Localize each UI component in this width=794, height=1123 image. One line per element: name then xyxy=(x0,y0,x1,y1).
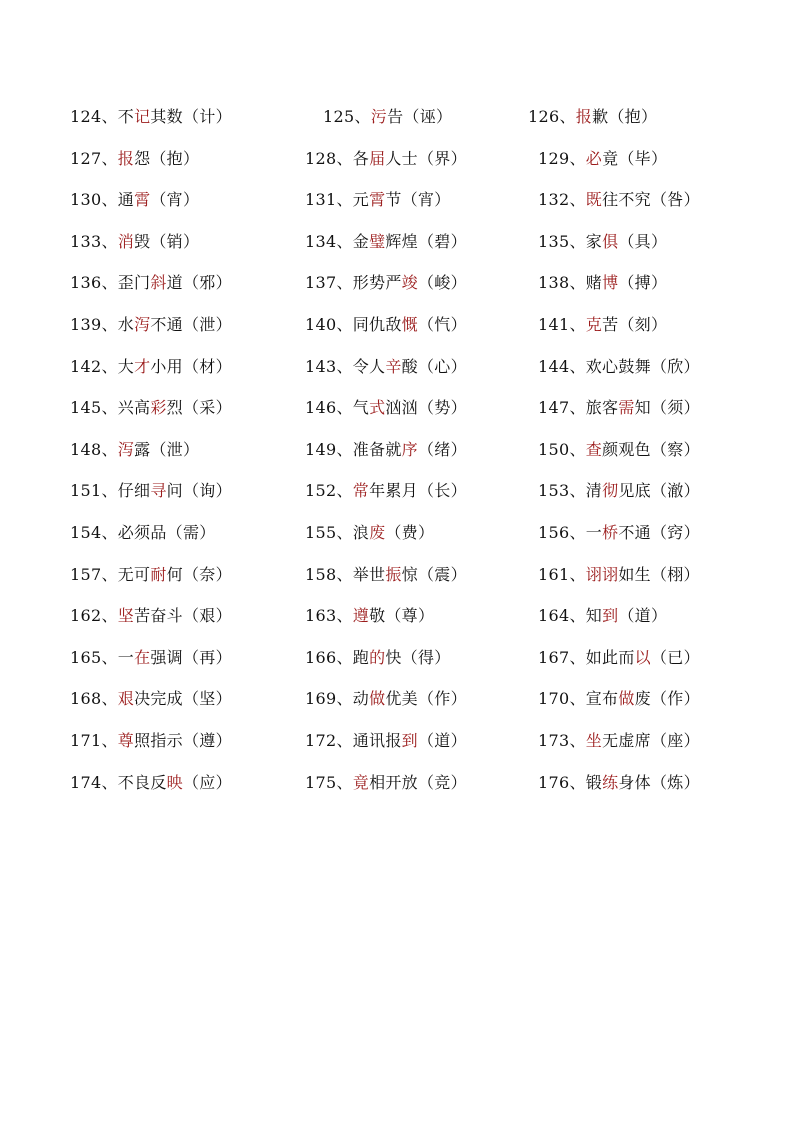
entry-row xyxy=(0,227,794,257)
correction-entry xyxy=(70,102,232,132)
entry-number: 143、 xyxy=(305,357,353,376)
correction-entry xyxy=(538,352,700,382)
entry-row xyxy=(0,310,794,340)
entry-number: 140、 xyxy=(305,315,353,334)
entry-number: 157、 xyxy=(70,565,118,584)
entry-number: 129、 xyxy=(538,149,586,168)
correction-entry xyxy=(528,102,657,132)
entry-number: 151、 xyxy=(70,481,118,500)
entry-text: （忾） xyxy=(417,315,467,334)
correction-entry xyxy=(538,601,667,631)
entry-text: 歪门 xyxy=(117,273,151,292)
entry-text: 惊（震） xyxy=(401,565,467,584)
entry-number: 153、 xyxy=(538,481,586,500)
entry-row xyxy=(0,601,794,631)
wrong-character: 博 xyxy=(602,273,619,292)
entry-text: （应） xyxy=(182,773,232,792)
correction-entry xyxy=(538,310,667,340)
entry-text: 跑 xyxy=(352,648,370,667)
wrong-character: 诩诩 xyxy=(585,565,619,584)
entry-text: （道） xyxy=(417,731,467,750)
entry-text: 通 xyxy=(117,190,135,209)
correction-entry xyxy=(70,185,199,215)
wrong-character: 振 xyxy=(385,565,402,584)
wrong-character: 坐 xyxy=(585,731,603,750)
correction-entry xyxy=(305,726,467,756)
wrong-character: 练 xyxy=(602,773,619,792)
entry-text: 节（宵） xyxy=(385,190,451,209)
entry-text: 其数（计） xyxy=(150,107,232,126)
wrong-character: 彩 xyxy=(150,398,167,417)
entry-text: 形势严 xyxy=(352,273,402,292)
correction-entry xyxy=(305,393,467,423)
correction-entry xyxy=(305,518,434,548)
entry-number: 125、 xyxy=(323,107,371,126)
entry-text: 辉煌（碧） xyxy=(385,232,467,251)
entry-text: （峻） xyxy=(417,273,467,292)
wrong-character: 尊 xyxy=(117,731,135,750)
entry-number: 127、 xyxy=(70,149,118,168)
correction-entry xyxy=(70,643,232,673)
entry-text: 如生（栩） xyxy=(618,565,700,584)
entry-text: 金 xyxy=(352,232,370,251)
wrong-character: 做 xyxy=(369,689,386,708)
entry-text: 相开放（竞） xyxy=(369,773,467,792)
correction-entry xyxy=(305,185,451,215)
entry-number: 144、 xyxy=(538,357,586,376)
entry-text: 不通（窍） xyxy=(618,523,700,542)
correction-entry xyxy=(70,310,232,340)
wrong-character: 序 xyxy=(401,440,418,459)
entry-row xyxy=(0,185,794,215)
correction-entry xyxy=(305,643,451,673)
entry-row xyxy=(0,518,794,548)
entry-text: 锻 xyxy=(585,773,603,792)
correction-entry xyxy=(305,768,467,798)
correction-entry xyxy=(70,726,232,756)
entry-number: 128、 xyxy=(305,149,353,168)
wrong-character: 克 xyxy=(585,315,603,334)
correction-entry xyxy=(70,268,232,298)
correction-entry xyxy=(70,560,232,590)
correction-entry xyxy=(70,684,232,714)
correction-entry xyxy=(538,268,667,298)
wrong-character: 霄 xyxy=(369,190,386,209)
entry-text: 不 xyxy=(117,107,135,126)
entry-number: 148、 xyxy=(70,440,118,459)
entry-number: 136、 xyxy=(70,273,118,292)
entry-number: 155、 xyxy=(305,523,353,542)
entry-text: 道（邪） xyxy=(166,273,232,292)
wrong-character: 慨 xyxy=(401,315,418,334)
correction-entry xyxy=(538,560,700,590)
entry-number: 169、 xyxy=(305,689,353,708)
entry-text: 告（诬） xyxy=(387,107,453,126)
entry-number: 133、 xyxy=(70,232,118,251)
entry-row xyxy=(0,352,794,382)
entry-number: 166、 xyxy=(305,648,353,667)
wrong-character: 才 xyxy=(134,357,151,376)
wrong-character: 消 xyxy=(117,232,135,251)
entry-number: 173、 xyxy=(538,731,586,750)
entry-text: 人士（界） xyxy=(385,149,467,168)
entry-text: 小用（材） xyxy=(150,357,232,376)
correction-entry xyxy=(305,310,467,340)
entry-row xyxy=(0,643,794,673)
correction-entry xyxy=(323,102,452,132)
entry-text: 兴高 xyxy=(117,398,151,417)
wrong-character: 报 xyxy=(575,107,593,126)
entry-text: 露（泄） xyxy=(134,440,200,459)
entry-number: 154、 xyxy=(70,523,118,542)
entry-text: 往不究（咎） xyxy=(602,190,700,209)
entry-text: 大 xyxy=(117,357,135,376)
correction-entry xyxy=(70,393,232,423)
correction-entry xyxy=(305,476,467,506)
correction-entry xyxy=(538,768,700,798)
correction-entry xyxy=(305,268,467,298)
entry-text: （已） xyxy=(650,648,700,667)
correction-entry xyxy=(305,560,467,590)
entry-text: 欢心鼓舞（欣） xyxy=(585,357,700,376)
entry-text: （搏） xyxy=(618,273,668,292)
entry-number: 156、 xyxy=(538,523,586,542)
wrong-character: 彻 xyxy=(602,481,619,500)
wrong-character: 到 xyxy=(401,731,418,750)
entry-number: 139、 xyxy=(70,315,118,334)
correction-entry xyxy=(538,393,700,423)
entry-text: 不良反 xyxy=(117,773,167,792)
correction-entry xyxy=(538,144,667,174)
wrong-character: 竣 xyxy=(401,273,418,292)
entry-text: 清 xyxy=(585,481,603,500)
entry-text: （费） xyxy=(385,523,435,542)
entry-text: 何（奈） xyxy=(166,565,232,584)
entry-text: 见底（澈） xyxy=(618,481,700,500)
entry-number: 137、 xyxy=(305,273,353,292)
correction-entry xyxy=(538,227,667,257)
entry-text: 准备就 xyxy=(352,440,402,459)
entry-row xyxy=(0,476,794,506)
entry-number: 130、 xyxy=(70,190,118,209)
wrong-character: 霄 xyxy=(134,190,151,209)
entry-text: （具） xyxy=(618,232,668,251)
wrong-character: 竟 xyxy=(352,773,370,792)
wrong-character: 泻 xyxy=(117,440,135,459)
correction-entry xyxy=(305,144,467,174)
wrong-character: 的 xyxy=(369,648,386,667)
wrong-character: 式 xyxy=(369,398,386,417)
wrong-character: 常 xyxy=(352,481,370,500)
correction-entry xyxy=(538,643,700,673)
entry-row xyxy=(0,768,794,798)
correction-entry xyxy=(70,518,216,548)
entry-text: 身体（炼） xyxy=(618,773,700,792)
entry-number: 174、 xyxy=(70,773,118,792)
entry-text: 不通（泄） xyxy=(150,315,232,334)
wrong-character: 耐 xyxy=(150,565,167,584)
entry-text: （道） xyxy=(618,606,668,625)
wrong-character: 届 xyxy=(369,149,386,168)
entry-text: 宣布 xyxy=(585,689,619,708)
entry-number: 149、 xyxy=(305,440,353,459)
entry-text: 气 xyxy=(352,398,370,417)
correction-entry xyxy=(305,352,467,382)
entry-text: 苦（刻） xyxy=(602,315,668,334)
entry-number: 165、 xyxy=(70,648,118,667)
entry-number: 170、 xyxy=(538,689,586,708)
entry-number: 145、 xyxy=(70,398,118,417)
entry-text: 赌 xyxy=(585,273,603,292)
wrong-character: 斜 xyxy=(150,273,167,292)
wrong-character: 报 xyxy=(117,149,135,168)
entry-row xyxy=(0,684,794,714)
entry-row xyxy=(0,560,794,590)
entry-number: 164、 xyxy=(538,606,586,625)
entry-text: 年累月（长） xyxy=(369,481,467,500)
wrong-character: 必 xyxy=(585,149,603,168)
entry-number: 168、 xyxy=(70,689,118,708)
entry-text: 问（询） xyxy=(166,481,232,500)
entry-text: 各 xyxy=(352,149,370,168)
wrong-character: 废 xyxy=(369,523,386,542)
entry-text: 敬（尊） xyxy=(369,606,435,625)
correction-entry xyxy=(70,601,232,631)
entry-number: 162、 xyxy=(70,606,118,625)
entry-number: 138、 xyxy=(538,273,586,292)
entry-text: 一 xyxy=(117,648,135,667)
entry-text: 同仇敌 xyxy=(352,315,402,334)
entry-text: 一 xyxy=(585,523,603,542)
entry-number: 141、 xyxy=(538,315,586,334)
entry-text: 旅客 xyxy=(585,398,619,417)
entry-text: 如此而 xyxy=(585,648,635,667)
entry-number: 124、 xyxy=(70,107,118,126)
entry-number: 135、 xyxy=(538,232,586,251)
correction-entry xyxy=(70,476,232,506)
entry-text: （宵） xyxy=(150,190,200,209)
entry-row xyxy=(0,393,794,423)
wrong-character: 泻 xyxy=(134,315,151,334)
entry-text: 知（须） xyxy=(634,398,700,417)
entry-text: 照指示（遵） xyxy=(134,731,232,750)
entry-number: 172、 xyxy=(305,731,353,750)
entry-text: 无可 xyxy=(117,565,151,584)
correction-entry xyxy=(305,227,467,257)
entry-text: 无虚席（座） xyxy=(602,731,700,750)
wrong-character: 遵 xyxy=(352,606,370,625)
wrong-character: 桥 xyxy=(602,523,619,542)
wrong-character: 做 xyxy=(618,689,635,708)
correction-entry xyxy=(305,684,467,714)
entry-number: 134、 xyxy=(305,232,353,251)
entry-number: 132、 xyxy=(538,190,586,209)
wrong-character: 既 xyxy=(585,190,603,209)
entry-text: 知 xyxy=(585,606,603,625)
correction-entry xyxy=(70,435,199,465)
correction-entry xyxy=(538,684,700,714)
correction-entry xyxy=(305,435,467,465)
entry-text: 酸（心） xyxy=(401,357,467,376)
entry-text: 快（得） xyxy=(385,648,451,667)
entry-number: 171、 xyxy=(70,731,118,750)
entry-text: 强调（再） xyxy=(150,648,232,667)
entry-text: 废（作） xyxy=(634,689,700,708)
wrong-character: 在 xyxy=(134,648,151,667)
entry-text: 苦奋斗（艰） xyxy=(134,606,232,625)
entry-text: 浪 xyxy=(352,523,370,542)
entry-text: 怨（抱） xyxy=(134,149,200,168)
wrong-character: 俱 xyxy=(602,232,619,251)
correction-entry xyxy=(70,768,232,798)
entry-text: 必须品（需） xyxy=(117,523,216,542)
entry-text: 毁（销） xyxy=(134,232,200,251)
wrong-character: 璧 xyxy=(369,232,386,251)
correction-entry xyxy=(70,352,232,382)
entry-number: 152、 xyxy=(305,481,353,500)
entry-row xyxy=(0,726,794,756)
entry-number: 176、 xyxy=(538,773,586,792)
entry-number: 150、 xyxy=(538,440,586,459)
entry-number: 126、 xyxy=(528,107,576,126)
entry-number: 158、 xyxy=(305,565,353,584)
entry-text: 动 xyxy=(352,689,370,708)
entry-row xyxy=(0,268,794,298)
correction-entry xyxy=(70,144,199,174)
wrong-character: 以 xyxy=(634,648,651,667)
entry-text: 水 xyxy=(117,315,135,334)
correction-entry xyxy=(538,185,700,215)
correction-entry xyxy=(538,518,700,548)
wrong-character: 需 xyxy=(618,398,635,417)
correction-entry xyxy=(305,601,434,631)
entry-row xyxy=(0,144,794,174)
correction-entry xyxy=(538,476,700,506)
entry-text: 通讯报 xyxy=(352,731,402,750)
entry-text: 仔细 xyxy=(117,481,151,500)
entry-number: 163、 xyxy=(305,606,353,625)
entry-number: 146、 xyxy=(305,398,353,417)
entry-text: 颜观色（察） xyxy=(602,440,700,459)
entry-text: 决完成（坚） xyxy=(134,689,232,708)
wrong-character: 辛 xyxy=(385,357,402,376)
correction-entry xyxy=(70,227,199,257)
entry-text: 烈（采） xyxy=(166,398,232,417)
entry-number: 175、 xyxy=(305,773,353,792)
wrong-character: 寻 xyxy=(150,481,167,500)
entry-row xyxy=(0,102,794,132)
entry-text: 元 xyxy=(352,190,370,209)
wrong-character: 坚 xyxy=(117,606,135,625)
entry-text: 家 xyxy=(585,232,603,251)
entry-text: 优美（作） xyxy=(385,689,467,708)
wrong-character: 到 xyxy=(602,606,619,625)
correction-entry xyxy=(538,435,700,465)
entry-number: 167、 xyxy=(538,648,586,667)
correction-entry xyxy=(538,726,700,756)
entry-text: （绪） xyxy=(417,440,467,459)
entry-text: 歉（抱） xyxy=(592,107,658,126)
wrong-character: 查 xyxy=(585,440,603,459)
wrong-character: 污 xyxy=(370,107,388,126)
entry-text: 汹汹（势） xyxy=(385,398,467,417)
entry-number: 161、 xyxy=(538,565,586,584)
entry-number: 147、 xyxy=(538,398,586,417)
entry-text: 竟（毕） xyxy=(602,149,668,168)
entry-number: 142、 xyxy=(70,357,118,376)
entry-text: 举世 xyxy=(352,565,386,584)
wrong-character: 映 xyxy=(166,773,183,792)
entry-row xyxy=(0,435,794,465)
entry-text: 令人 xyxy=(352,357,386,376)
entry-number: 131、 xyxy=(305,190,353,209)
wrong-character: 记 xyxy=(134,107,151,126)
wrong-character: 艰 xyxy=(117,689,135,708)
